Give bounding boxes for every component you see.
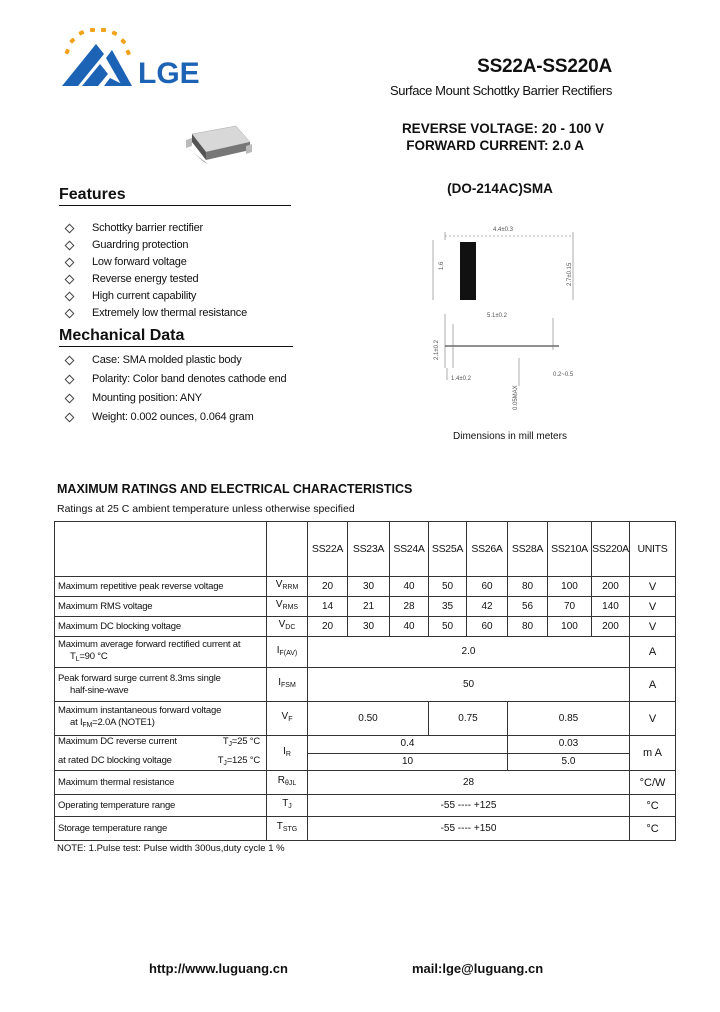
unit-cell: °C/W bbox=[630, 771, 676, 795]
list-item: High current capability bbox=[60, 288, 310, 305]
unit-cell: °C bbox=[630, 817, 676, 841]
cathode-band-mark bbox=[460, 242, 476, 300]
value-cell: 28 bbox=[308, 771, 630, 795]
value-cell: 60 bbox=[467, 617, 508, 637]
value-cell: 60 bbox=[467, 577, 508, 597]
value-cell: 10 bbox=[308, 753, 508, 771]
dim-right-label: 2.7±0.15 bbox=[567, 262, 573, 286]
unit-cell: A bbox=[630, 668, 676, 702]
table-row bbox=[55, 736, 676, 754]
dim-top-label: 4.4±0.3 bbox=[493, 227, 513, 233]
symbol-cell: $V_{RMS}$ bbox=[267, 597, 308, 617]
list-item: Extremely low thermal resistance bbox=[60, 305, 310, 322]
email-link[interactable]: mail:lge@luguang.cn bbox=[412, 961, 544, 976]
column-header: SS26A bbox=[467, 522, 508, 577]
diamond-bullet-icon bbox=[65, 241, 75, 251]
dim-pad-label: 0.05MAX bbox=[513, 385, 519, 410]
value-cell: -55 ---- +125 bbox=[308, 795, 630, 817]
symbol-cell: $T_J$ bbox=[267, 795, 308, 817]
value-cell: 14 bbox=[308, 597, 348, 617]
list-item: Reverse energy tested bbox=[60, 271, 310, 288]
table-row bbox=[55, 668, 676, 702]
diamond-bullet-icon bbox=[65, 258, 75, 268]
value-cell: 2.0 bbox=[308, 637, 630, 668]
table-row bbox=[55, 771, 676, 795]
dim-height-label: 2.1±0.2 bbox=[434, 340, 440, 360]
table-row bbox=[55, 702, 676, 736]
dim-left-label: 1.6 bbox=[439, 261, 445, 270]
value-cell: 20 bbox=[308, 577, 348, 597]
value-cell: 40 bbox=[390, 577, 429, 597]
dimension-caption: Dimensions in mill meters bbox=[453, 431, 567, 442]
unit-cell: V bbox=[630, 617, 676, 637]
value-cell: 0.75 bbox=[429, 702, 508, 736]
value-cell: 56 bbox=[508, 597, 548, 617]
table-row bbox=[55, 597, 676, 617]
table-row bbox=[55, 795, 676, 817]
symbol-cell: $R_{\theta JL}$ bbox=[267, 771, 308, 795]
list-item: Guardring protection bbox=[60, 237, 310, 254]
diamond-bullet-icon bbox=[65, 275, 75, 285]
value-cell: 35 bbox=[429, 597, 467, 617]
param-label: Peak forward surge current 8.3ms single half-sine-wave bbox=[55, 668, 267, 702]
reverse-voltage-spec: REVERSE VOLTAGE: 20 - 100 V bbox=[401, 121, 604, 136]
column-header: SS220A bbox=[592, 522, 630, 577]
value-cell: 20 bbox=[308, 617, 348, 637]
dim-body-label: 5.1±0.2 bbox=[487, 313, 507, 319]
part-subtitle: Surface Mount Schottky Barrier Rectifiers bbox=[389, 83, 612, 98]
param-label: Maximum DC reverse current $T_J=25$ °C at rated DC blocking voltage $T_J=125$ °C bbox=[55, 736, 267, 771]
table-row bbox=[55, 637, 676, 668]
symbol-cell: $I_R$ bbox=[267, 736, 308, 771]
value-cell: 30 bbox=[348, 617, 390, 637]
logo-mountain-icon bbox=[62, 44, 132, 86]
features-list bbox=[60, 220, 310, 322]
value-cell: 50 bbox=[429, 617, 467, 637]
param-label: Operating temperature range bbox=[55, 795, 267, 817]
unit-cell: °C bbox=[630, 795, 676, 817]
empty-header-cell bbox=[55, 522, 267, 577]
sma-package-image bbox=[184, 124, 254, 168]
value-cell: 50 bbox=[429, 577, 467, 597]
symbol-cell: $V_{DC}$ bbox=[267, 617, 308, 637]
column-header: SS210A bbox=[548, 522, 592, 577]
diamond-bullet-icon bbox=[65, 394, 75, 404]
empty-header-cell bbox=[267, 522, 308, 577]
column-header: SS24A bbox=[390, 522, 429, 577]
diamond-bullet-icon bbox=[65, 224, 75, 234]
diamond-bullet-icon bbox=[65, 375, 75, 385]
unit-cell: m A bbox=[630, 736, 676, 771]
ratings-heading: MAXIMUM RATINGS AND ELECTRICAL CHARACTERISTICS bbox=[57, 482, 413, 496]
ratings-table bbox=[54, 521, 676, 841]
dimension-drawing bbox=[425, 218, 595, 418]
table-row bbox=[55, 817, 676, 841]
param-label: Maximum RMS voltage bbox=[55, 597, 267, 617]
param-label: Maximum DC blocking voltage bbox=[55, 617, 267, 637]
param-label: Maximum average forward rectified current at $T_L=90$ °C bbox=[55, 637, 267, 668]
value-cell: -55 ---- +150 bbox=[308, 817, 630, 841]
param-label: Maximum thermal resistance bbox=[55, 771, 267, 795]
list-item: Case: SMA molded plastic body bbox=[60, 351, 320, 370]
list-item: Schottky barrier rectifier bbox=[60, 220, 310, 237]
value-cell: 0.85 bbox=[508, 702, 630, 736]
param-label: Storage temperature range bbox=[55, 817, 267, 841]
symbol-cell: $I_{F(AV)}$ bbox=[267, 637, 308, 668]
website-link[interactable]: http://www.luguang.cn bbox=[149, 961, 288, 976]
table-row bbox=[55, 617, 676, 637]
part-title: SS22A-SS220A bbox=[477, 56, 612, 77]
symbol-cell: $V_{RRM}$ bbox=[267, 577, 308, 597]
features-heading: Features bbox=[59, 186, 291, 206]
diamond-bullet-icon bbox=[65, 309, 75, 319]
value-cell: 80 bbox=[508, 577, 548, 597]
table-row bbox=[55, 577, 676, 597]
value-cell: 40 bbox=[390, 617, 429, 637]
logo-text: LGE bbox=[138, 57, 200, 90]
list-item: Mounting position: ANY bbox=[60, 389, 320, 408]
value-cell: 0.03 bbox=[508, 736, 630, 754]
value-cell: 30 bbox=[348, 577, 390, 597]
unit-cell: V bbox=[630, 597, 676, 617]
value-cell: 0.50 bbox=[308, 702, 429, 736]
diamond-bullet-icon bbox=[65, 356, 75, 366]
dim-lead-label: 1.4±0.2 bbox=[451, 376, 471, 382]
column-header: SS28A bbox=[508, 522, 548, 577]
value-cell: 200 bbox=[592, 577, 630, 597]
dim-lead-thickness-label: 0.2~0.5 bbox=[553, 372, 574, 378]
value-cell: 5.0 bbox=[508, 753, 630, 771]
column-header: SS22A bbox=[308, 522, 348, 577]
diamond-bullet-icon bbox=[65, 292, 75, 302]
value-cell: 42 bbox=[467, 597, 508, 617]
package-name: (DO-214AC)SMA bbox=[447, 181, 553, 196]
table-header-row bbox=[55, 522, 676, 577]
list-item: Polarity: Color band denotes cathode end bbox=[60, 370, 320, 389]
value-cell: 100 bbox=[548, 617, 592, 637]
column-header: SS23A bbox=[348, 522, 390, 577]
value-cell: 80 bbox=[508, 617, 548, 637]
value-cell: 0.4 bbox=[308, 736, 508, 754]
column-header: SS25A bbox=[429, 522, 467, 577]
mechanical-data-heading: Mechanical Data bbox=[59, 327, 293, 347]
company-logo bbox=[60, 28, 240, 98]
value-cell: 50 bbox=[308, 668, 630, 702]
param-label: Maximum repetitive peak reverse voltage bbox=[55, 577, 267, 597]
table-footnote: NOTE: 1.Pulse test: Pulse width 300us,duty cycle 1 % bbox=[57, 843, 285, 854]
ratings-note: Ratings at 25 C ambient temperature unless otherwise specified bbox=[57, 503, 355, 515]
mechanical-data-list bbox=[60, 351, 320, 427]
unit-cell: V bbox=[630, 702, 676, 736]
list-item: Low forward voltage bbox=[60, 254, 310, 271]
symbol-cell: $I_{FSM}$ bbox=[267, 668, 308, 702]
value-cell: 28 bbox=[390, 597, 429, 617]
value-cell: 200 bbox=[592, 617, 630, 637]
value-cell: 70 bbox=[548, 597, 592, 617]
unit-cell: A bbox=[630, 637, 676, 668]
symbol-cell: $V_F$ bbox=[267, 702, 308, 736]
value-cell: 100 bbox=[548, 577, 592, 597]
list-item: Weight: 0.002 ounces, 0.064 gram bbox=[60, 408, 320, 427]
diamond-bullet-icon bbox=[65, 413, 75, 423]
param-label: Maximum instantaneous forward voltage at $I_{FM}=2.0A$ (NOTE1) bbox=[55, 702, 267, 736]
value-cell: 140 bbox=[592, 597, 630, 617]
value-cell: 21 bbox=[348, 597, 390, 617]
unit-cell: V bbox=[630, 577, 676, 597]
symbol-cell: $T_{STG}$ bbox=[267, 817, 308, 841]
column-header: UNITS bbox=[630, 522, 676, 577]
forward-current-spec: FORWARD CURRENT: 2.0 A bbox=[406, 138, 584, 153]
